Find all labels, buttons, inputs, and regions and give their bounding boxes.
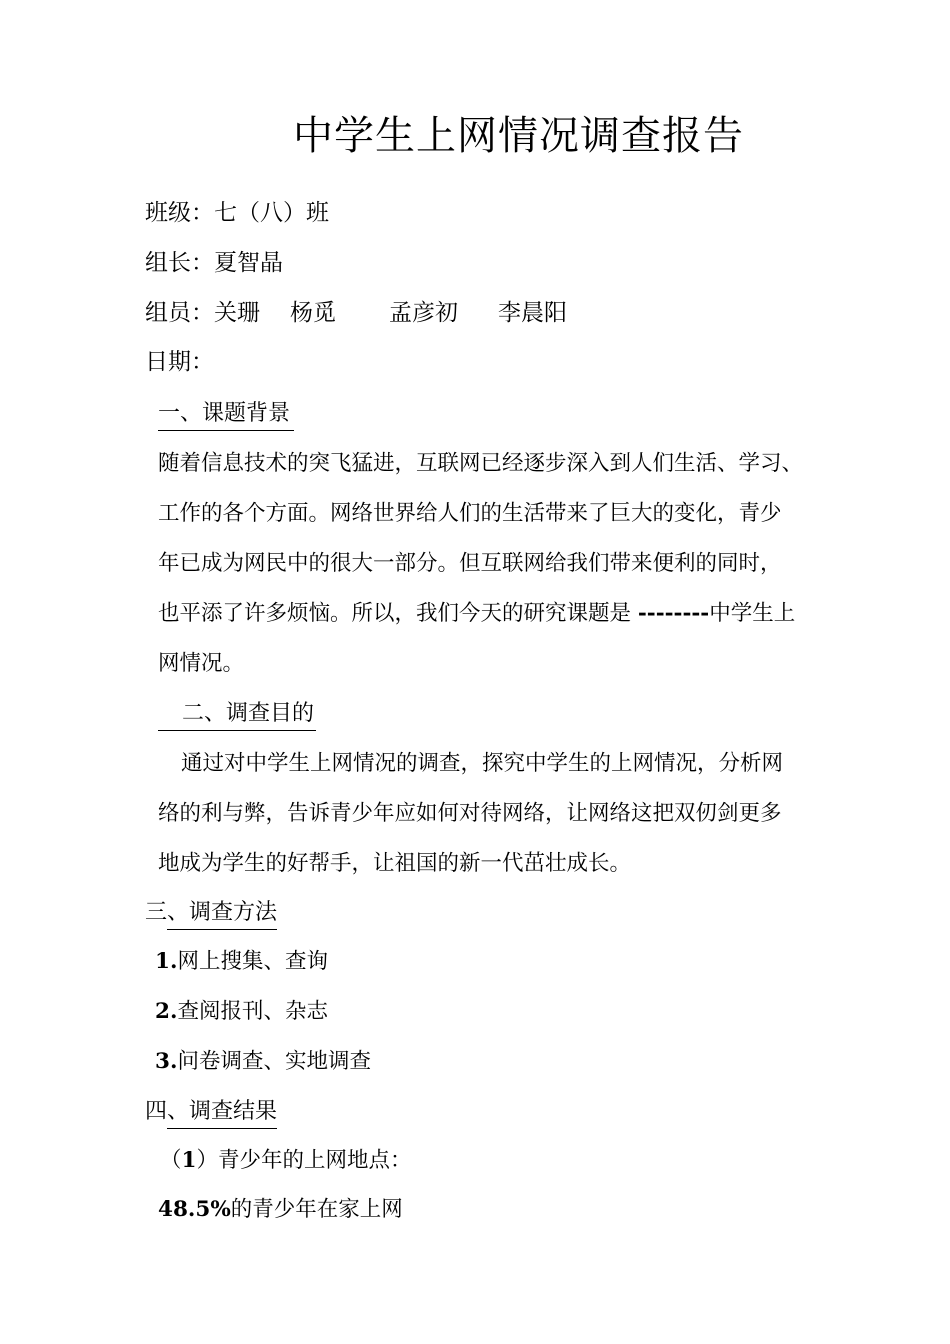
section-heading: 二、调查目的 xyxy=(158,696,316,731)
list-item: 2.查阅报刊、杂志 xyxy=(155,999,328,1024)
list-item: 3.问卷调查、实地调查 xyxy=(155,1049,371,1074)
leader-line: 组长：夏智晶 xyxy=(145,250,283,276)
members-label: 组员： xyxy=(145,300,214,326)
member-name: 李晨阳 xyxy=(498,300,567,326)
paragraph-line: 也平添了许多烦恼。所以，我们今天的研究课题是 --------中学生上 xyxy=(158,601,796,626)
members-line xyxy=(145,294,567,327)
subheading: （1）青少年的上网地点： xyxy=(160,1148,412,1173)
stat-line: 48.5%的青少年在家上网 xyxy=(158,1197,403,1222)
date-line: 日期： xyxy=(145,349,214,375)
paragraph-line: 年已成为网民中的很大一部分。但互联网给我们带来便利的同时， xyxy=(158,551,782,576)
member-name: 孟彦初 xyxy=(389,300,458,326)
paragraph-line: 网情况。 xyxy=(158,651,245,676)
paragraph-line: 通过对中学生上网情况的调查，探究中学生的上网情况，分析网 xyxy=(181,751,784,776)
paragraph-line: 络的利与弊，告诉青少年应如何对待网络，让网络这把双仞剑更多 xyxy=(158,801,782,826)
paragraph-line: 地成为学生的好帮手，让祖国的新一代茁壮成长。 xyxy=(158,851,632,876)
member-name: 关珊 xyxy=(214,300,260,326)
stat-value: 48.5% xyxy=(158,1197,231,1222)
paragraph-line: 工作的各个方面。网络世界给人们的生活带来了巨大的变化，青少 xyxy=(158,501,782,526)
section-heading: 一、课题背景 xyxy=(158,396,294,431)
class-line: 班级：七（八）班 xyxy=(145,200,329,226)
section-heading: 四、调查结果 xyxy=(145,1094,277,1129)
section-heading: 三、调查方法 xyxy=(145,895,277,930)
document-title: 中学生上网情况调查报告 xyxy=(293,113,744,159)
paragraph-line: 随着信息技术的突飞猛进，互联网已经逐步深入到人们生活、学习、 xyxy=(158,451,804,476)
member-name: 杨觅 xyxy=(290,300,336,326)
list-item: 1.网上搜集、查询 xyxy=(155,949,328,974)
